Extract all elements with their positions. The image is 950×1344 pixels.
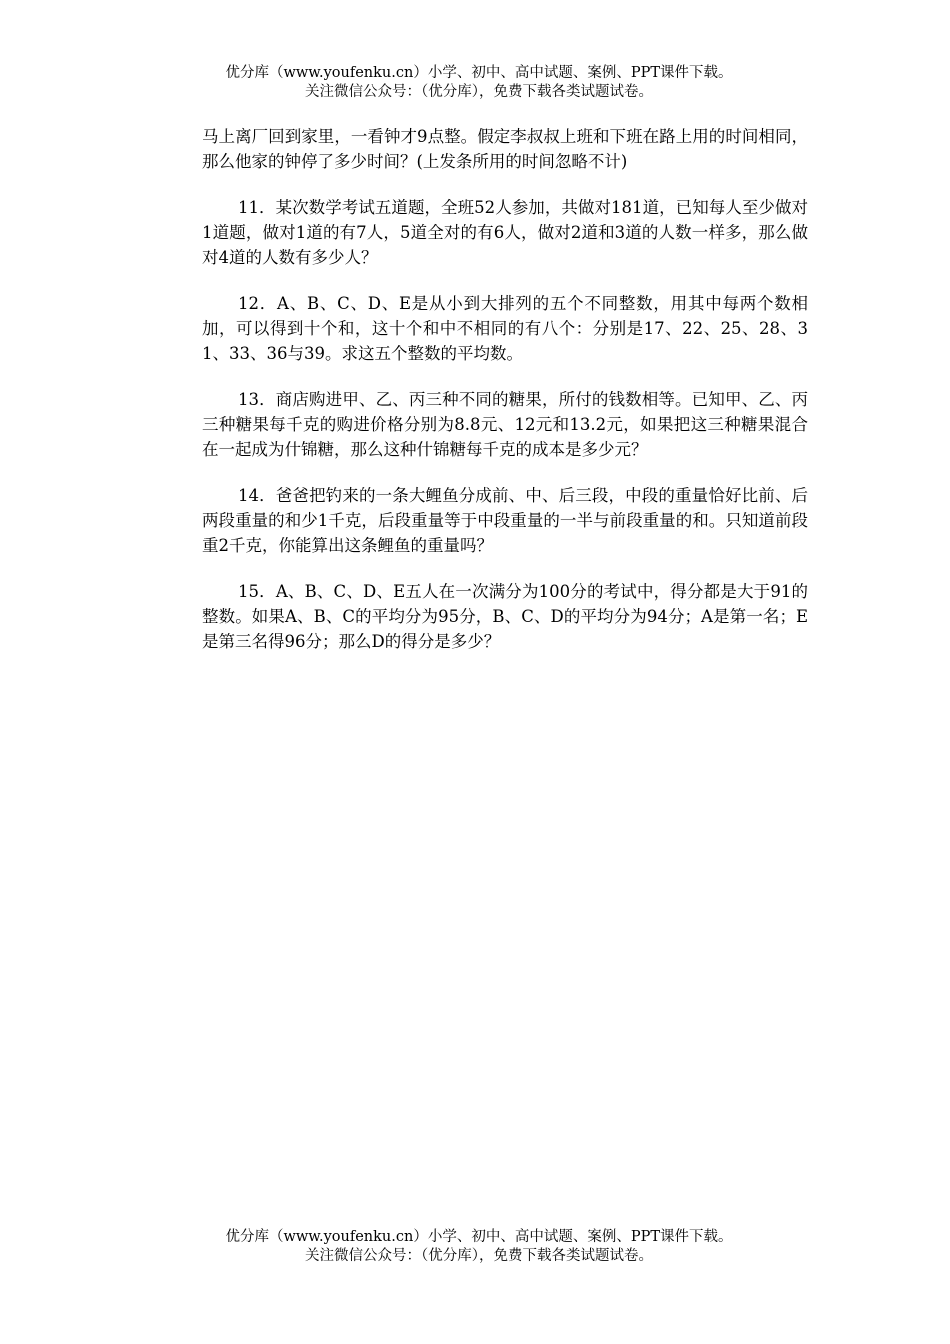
footer-line-2: 关注微信公众号：（优分库），免费下载各类试题试卷。 [305,1248,653,1264]
document-body [202,124,808,675]
header-line-2: 关注微信公众号：（优分库），免费下载各类试题试卷。 [305,84,653,100]
page-footer [0,1228,950,1266]
question-11: 11．某次数学考试五道题，全班52人参加，共做对181道，已知每人至少做对1道题，做对1道的有7人，5道全对的有6人，做对2道和3道的人数一样多，那么做对4道的人数有多少人？ [202,198,808,267]
footer-line-1: 优分库（www.youfenku.cn）小学、初中、高中试题、案例、PPT课件下载。 [225,1229,733,1245]
page-header [0,64,950,102]
question-15: 15．A、B、C、D、E五人在一次满分为100分的考试中，得分都是大于91的整数。如果A、B、C的平均分为95分，B、C、D的平均分为94分；A是第一名；E是第三名得96分；那么D的得分是多少？ [202,582,808,651]
paragraph-continuation: 马上离厂回到家里，一看钟才9点整。假定李叔叔上班和下班在路上用的时间相同，那么他家的钟停了多少时间？(上发条所用的时间忽略不计) [202,127,808,171]
question-13: 13．商店购进甲、乙、丙三种不同的糖果，所付的钱数相等。已知甲、乙、丙三种糖果每千克的购进价格分别为8.8元、12元和13.2元，如果把这三种糖果混合在一起成为什锦糖，那么这种什锦糖每千克的成本是多少元？ [202,390,808,459]
question-14: 14．爸爸把钓来的一条大鲤鱼分成前、中、后三段，中段的重量恰好比前、后两段重量的和少1千克，后段重量等于中段重量的一半与前段重量的和。只知道前段重2千克，你能算出这条鲤鱼的重量吗？ [202,486,808,555]
question-12: 12．A、B、C、D、E是从小到大排列的五个不同整数，用其中每两个数相加，可以得到十个和，这十个和中不相同的有八个：分别是17、22、25、28、31、33、36与39。求这五个整数的平均数。 [202,294,808,363]
header-line-1: 优分库（www.youfenku.cn）小学、初中、高中试题、案例、PPT课件下载。 [225,65,733,81]
